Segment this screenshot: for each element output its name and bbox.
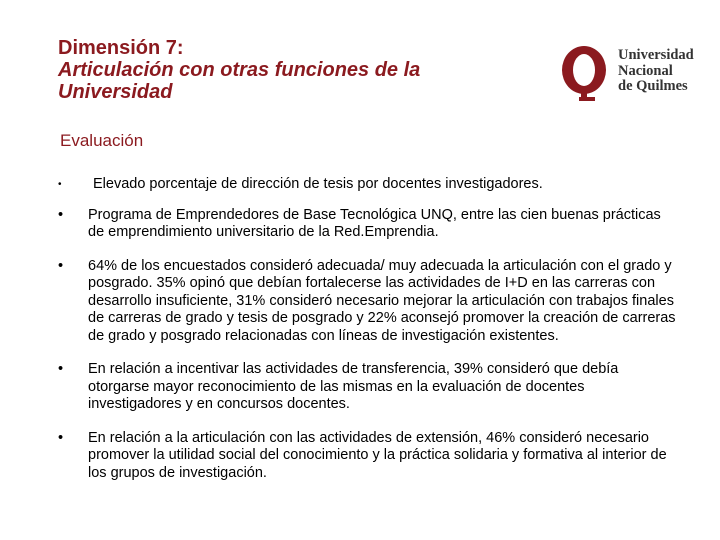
list-item-text: 64% de los encuestados consideró adecuada/ muy adecuada la articulación con el grado y posgrado. 35% opinó que debían fortalecerse las actividades de I+D en las carreras con desarrollo insuficiente, 31% consideró necesario mejorar la articulación con trabajos finales de carreras de grado y tesis de posgrado y 22% aconsejó promover la creación de carreras de grado y posgrado relacionadas con líneas de investigación existentes. [88, 257, 676, 344]
evaluation-list [58, 176, 678, 482]
bullet-icon: • [58, 429, 64, 446]
list-item-text: En relación a incentivar las actividades de transferencia, 39% consideró que debía otorgarse mayor reconocimiento de las mismas en la evaluación de docentes investigadores y en concursos docentes. [88, 361, 619, 412]
bullet-icon: • [58, 257, 64, 274]
section-heading: Evaluación [60, 131, 144, 150]
list-item [58, 258, 678, 346]
university-logo [556, 38, 706, 108]
list-item-text: Programa de Emprendedores de Base Tecnológica UNQ, entre las cien buenas prácticas de emprendimiento universitario de la Red.Emprendia. [88, 206, 661, 240]
list-item [58, 430, 678, 483]
list-item [58, 207, 678, 242]
bullet-icon: • [58, 206, 64, 223]
title-line-2: Articulación con otras funciones de la Universidad [58, 59, 421, 103]
unq-logo-icon [559, 42, 609, 104]
list-item-text: En relación a la articulación con las actividades de extensión, 46% consideró necesario promover la utilidad social del conocimiento y la práctica solidaria y formativa al interior de los grupos de investigación. [88, 429, 667, 481]
list-item-text: Elevado porcentaje de dirección de tesis por docentes investigadores. [93, 176, 543, 192]
bullet-icon: • [58, 361, 64, 377]
page-title [58, 37, 538, 103]
list-item [58, 361, 678, 414]
list-item [58, 176, 678, 194]
bullet-icon: • [58, 179, 62, 190]
logo-wordmark: Universidad Nacional de Quilmes [618, 47, 694, 94]
title-line-1: Dimensión 7: [58, 37, 184, 59]
